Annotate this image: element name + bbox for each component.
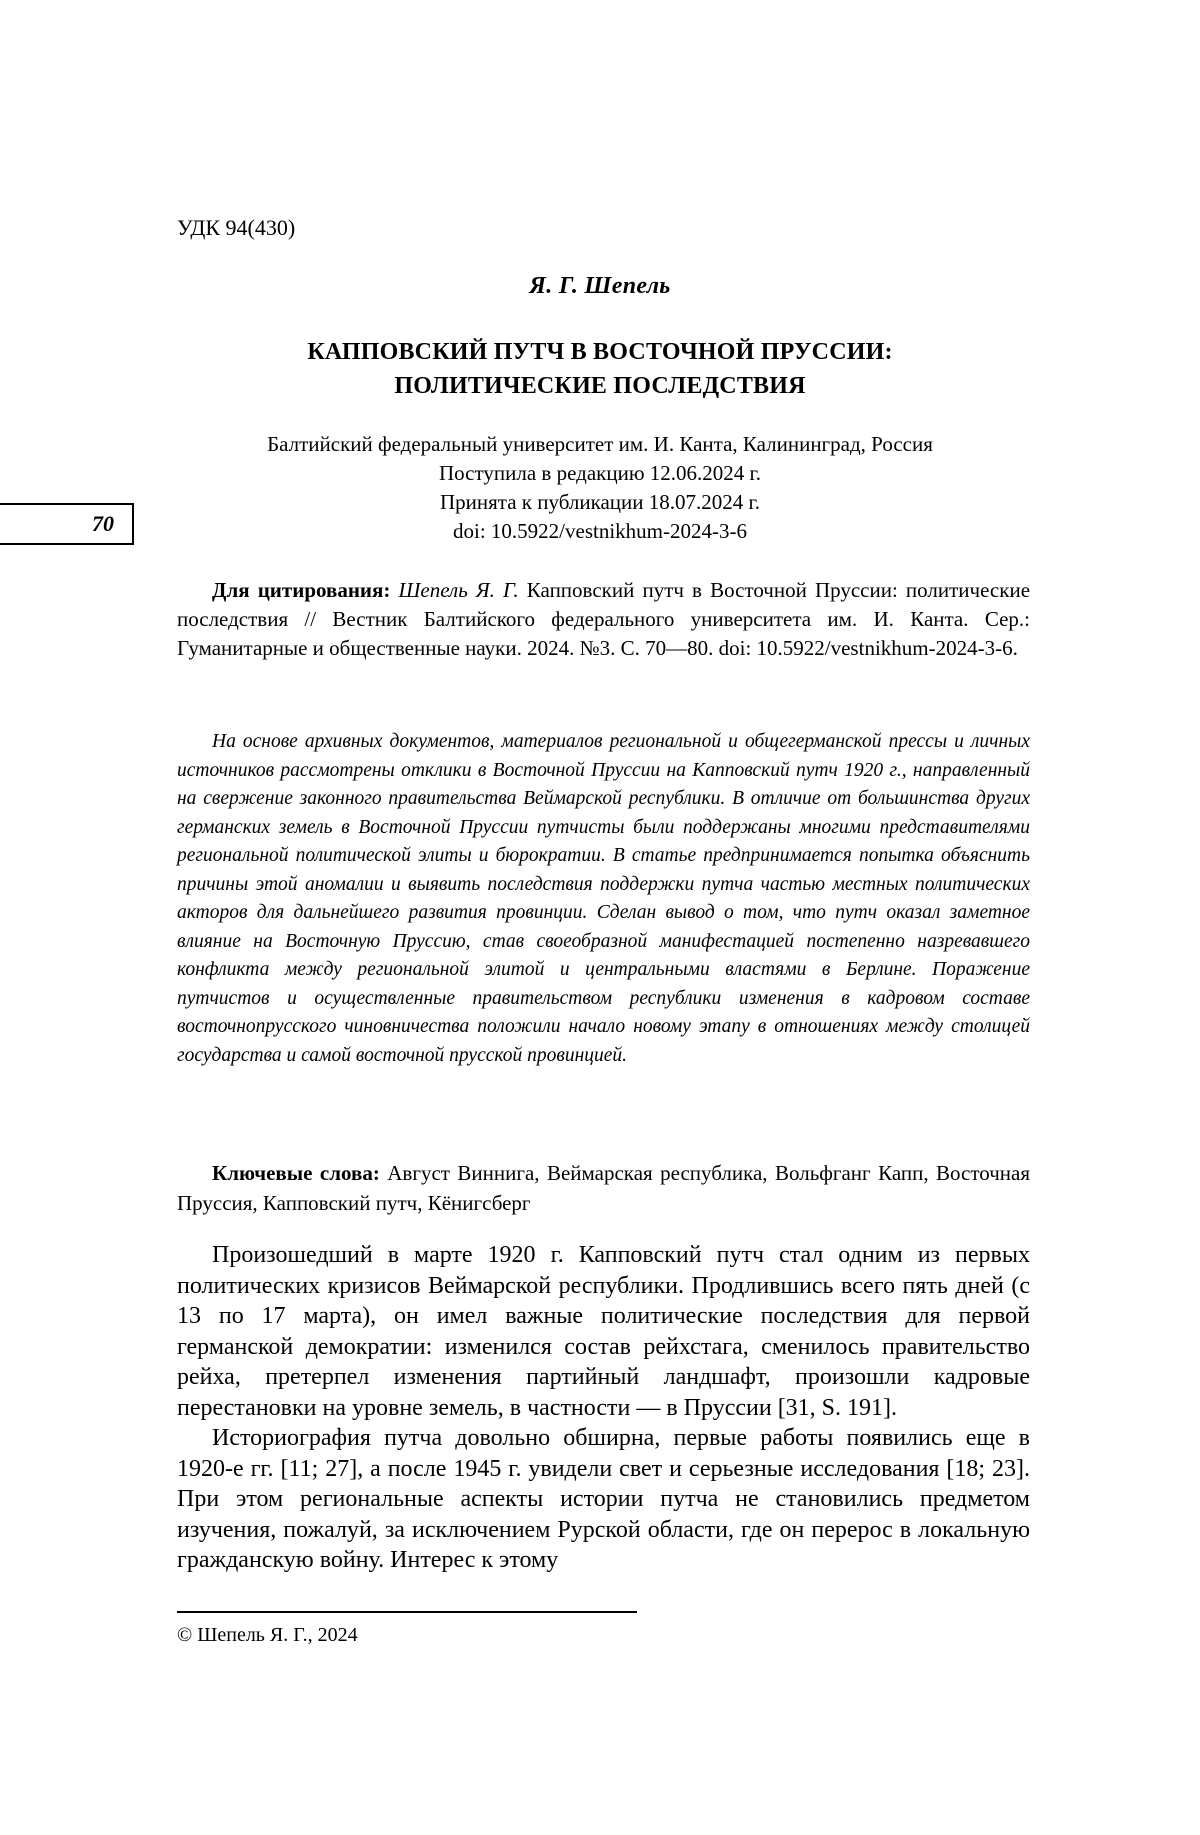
affiliation: Балтийский федеральный университет им. И. Канта, Калининград, Россия [267, 432, 933, 456]
keywords-text: Август Виннига, Веймарская республика, Вольфганг Капп, Восточная Пруссия, Капповский путч, Кёнигсберг [177, 1161, 1031, 1215]
copyright-notice: © Шепель Я. Г., 2024 [177, 1624, 358, 1646]
citation-text: Капповский путч в Восточной Пруссии: политические последствия // Вестник Балтийского федерального университета им. И. Канта. Сер.: Гуманитарные и общественные науки. 2024. №3. С. 70—80. doi: 10.5922/vestnikhum-2024-3-6. [177, 578, 1031, 660]
citation-block [177, 576, 1030, 663]
body-text [177, 1240, 1030, 1576]
doi: doi: 10.5922/vestnikhum-2024-3-6 [453, 519, 747, 543]
title-line-2: ПОЛИТИЧЕСКИЕ ПОСЛЕДСТВИЯ [394, 373, 806, 399]
page-number: 70 [92, 511, 114, 536]
abstract-text: На основе архивных документов, материалов региональной и общегерманской прессы и личных источников рассмотрены отклики в Восточной Пруссии на Капповский путч 1920 г., направленный на свержение законного правительства Веймарской республики. В отличие от большинства других германских земель в Восточной Пруссии путчисты были поддержаны многими представителями региональной политической элиты и бюрократии. В статье предпринимается попытка объяснить причины этой аномалии и выявить последствия поддержки путча частью местных политических акторов для дальнейшего развития провинции. Сделан вывод о том, что путч оказал заметное влияние на Восточную Пруссию, став своеобразной манифестацией постепенно назревавшего конфликта между региональной элитой и центральными властями в Берлине. Поражение путчистов и осуществленные правительством республики изменения в кадровом составе восточнопрусского чиновничества положили начало новому этапу в отношениях между столицей государства и самой восточной прусской провинцией. [177, 731, 1030, 1066]
citation-label: Для цитирования: [212, 578, 391, 602]
abstract [177, 728, 1030, 1070]
article-title [0, 335, 1200, 403]
body-paragraph-1: Произошедший в марте 1920 г. Капповский путч стал одним из первых политических кризисов Веймарской республики. Продлившись всего пять дней (с 13 по 17 марта), он имел важные политические последствия для первой германской демократии: изменился состав рейхстага, сменилось правительство рейха, претерпел изменения партийный ландшафт, произошли кадровые перестановки на уровне земель, в частности — в Пруссии [31, S. 191]. [177, 1242, 1030, 1421]
accepted-date: Принята к публикации 18.07.2024 г. [439, 490, 760, 514]
received-date: Поступила в редакцию 12.06.2024 г. [438, 461, 761, 485]
title-line-1: КАППОВСКИЙ ПУТЧ В ВОСТОЧНОЙ ПРУССИИ: [307, 339, 893, 365]
body-paragraph-2: Историография путча довольно обширна, первые работы появились еще в 1920-е гг. [11; 27], а после 1945 г. увидели свет и серьезные исследования [18; 23]. При этом региональные аспекты истории путча не становились предметом изучения, пожалуй, за исключением Рурской области, где он перерос в локальную гражданскую войну. Интерес к этому [177, 1425, 1030, 1573]
keywords-block [177, 1158, 1030, 1218]
keywords-label: Ключевые слова: [212, 1161, 380, 1185]
author-name: Я. Г. Шепель [529, 273, 671, 299]
citation-author: Шепель Я. Г. [398, 578, 519, 602]
udk-code: УДК 94(430) [177, 215, 296, 240]
footnote-divider [177, 1611, 637, 1613]
page-number-box [0, 503, 134, 545]
article-meta [0, 430, 1200, 546]
